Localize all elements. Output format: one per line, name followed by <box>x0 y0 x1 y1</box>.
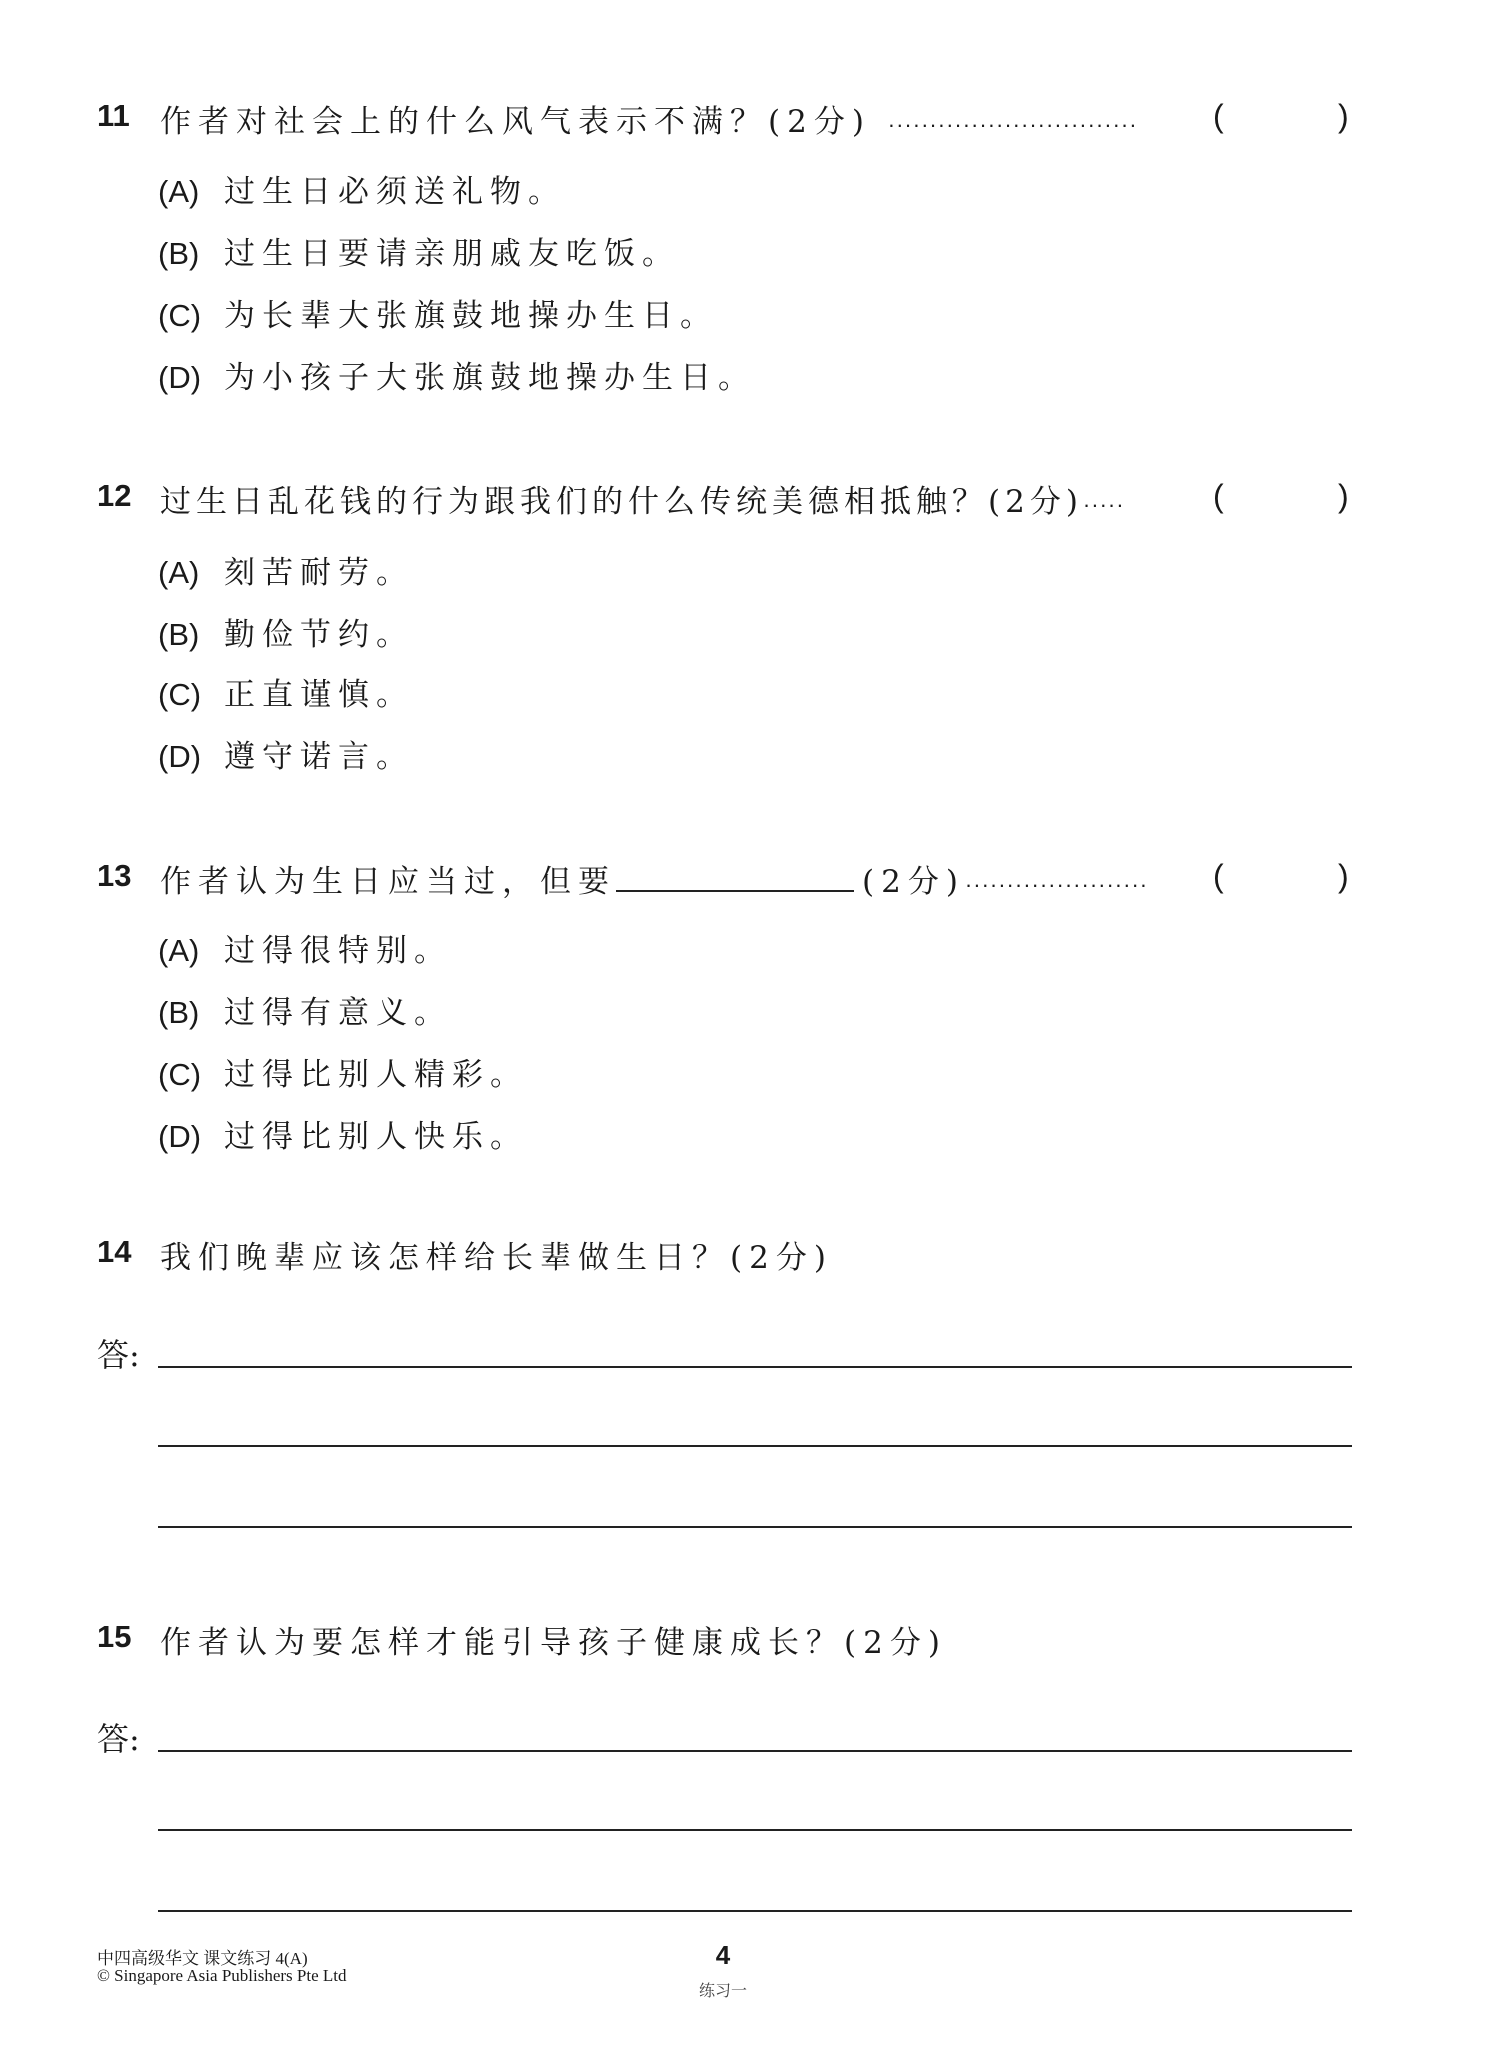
dot-leader: ······························ <box>887 112 1138 137</box>
question-15-number: 15 <box>97 1619 132 1654</box>
option-d[interactable] <box>158 731 414 776</box>
option-label: (B) <box>158 236 200 271</box>
option-c[interactable] <box>158 669 414 714</box>
answer-paren-open[interactable]: ( <box>1213 478 1224 514</box>
option-text: 过得有意义。 <box>224 995 452 1031</box>
footer-copyright: © Singapore Asia Publishers Pte Ltd <box>97 1966 347 1985</box>
option-text: 正直谨慎。 <box>224 677 414 713</box>
question-12-number: 12 <box>97 478 132 513</box>
question-text: 过生日乱花钱的行为跟我们的什么传统美德相抵触？(2分) <box>160 484 1083 520</box>
question-12-text <box>160 476 1125 521</box>
option-label: (D) <box>158 360 202 395</box>
answer-label: 答: <box>97 1720 140 1758</box>
option-a[interactable] <box>158 166 566 211</box>
answer-line[interactable] <box>158 1910 1352 1912</box>
option-b[interactable] <box>158 228 680 273</box>
option-label: (D) <box>158 1119 202 1154</box>
option-text: 过得比别人精彩。 <box>224 1057 528 1093</box>
option-label: (B) <box>158 995 200 1030</box>
option-a[interactable] <box>158 925 452 970</box>
question-14-text: 我们晚辈应该怎样给长辈做生日？(2分) <box>160 1240 833 1276</box>
page-number: 4 <box>715 1940 731 1970</box>
answer-paren-close: ) <box>1338 478 1349 514</box>
question-text: 作者对社会上的什么风气表示不满？(2分) <box>160 104 871 140</box>
option-label: (D) <box>158 739 202 774</box>
answer-paren-close: ) <box>1338 858 1349 894</box>
option-label: (B) <box>158 617 200 652</box>
answer-line[interactable] <box>158 1526 1352 1528</box>
option-c[interactable] <box>158 290 718 335</box>
option-text: 过生日要请亲朋戚友吃饭。 <box>224 236 680 272</box>
option-d[interactable] <box>158 1111 528 1156</box>
question-11-text <box>160 96 1138 141</box>
dot-leader: ····· <box>1082 492 1125 517</box>
question-text: 作者认为生日应当过，但要 <box>160 864 616 900</box>
option-text: 为长辈大张旗鼓地操办生日。 <box>224 298 718 334</box>
answer-paren-close: ) <box>1338 98 1349 134</box>
option-label: (A) <box>158 555 200 590</box>
dot-leader: ······················ <box>964 872 1149 897</box>
option-text: 刻苦耐劳。 <box>224 555 414 591</box>
question-15-text: 作者认为要怎样才能引导孩子健康成长？(2分) <box>160 1625 947 1661</box>
option-text: 勤俭节约。 <box>224 617 414 653</box>
option-label: (C) <box>158 677 202 712</box>
question-11-number: 11 <box>97 98 130 133</box>
footer-section: 练习一 <box>698 1981 747 2000</box>
answer-paren-open[interactable]: ( <box>1213 858 1224 894</box>
question-14-number: 14 <box>97 1234 132 1269</box>
option-text: 过得很特别。 <box>224 933 452 969</box>
question-13-text <box>160 856 1148 901</box>
option-label: (A) <box>158 174 200 209</box>
option-d[interactable] <box>158 352 756 397</box>
option-text: 为小孩子大张旗鼓地操办生日。 <box>224 360 756 396</box>
answer-line[interactable] <box>158 1445 1352 1447</box>
answer-label: 答: <box>97 1336 140 1374</box>
option-b[interactable] <box>158 987 452 1032</box>
answer-line[interactable] <box>158 1829 1352 1831</box>
option-text: 过生日必须送礼物。 <box>224 174 566 210</box>
option-c[interactable] <box>158 1049 528 1094</box>
option-label: (A) <box>158 933 200 968</box>
option-label: (C) <box>158 1057 202 1092</box>
option-text: 遵守诺言。 <box>224 739 414 775</box>
fill-in-blank[interactable] <box>616 860 854 892</box>
option-b[interactable] <box>158 609 414 654</box>
footer-book-title: 中四高级华文 课文练习 4(A) <box>97 1949 308 1968</box>
answer-line[interactable] <box>158 1366 1352 1368</box>
question-13-number: 13 <box>97 858 132 893</box>
option-text: 过得比别人快乐。 <box>224 1119 528 1155</box>
answer-line[interactable] <box>158 1750 1352 1752</box>
question-marks: (2分) <box>862 864 965 900</box>
answer-paren-open[interactable]: ( <box>1213 98 1224 134</box>
option-a[interactable] <box>158 547 414 592</box>
option-label: (C) <box>158 298 202 333</box>
